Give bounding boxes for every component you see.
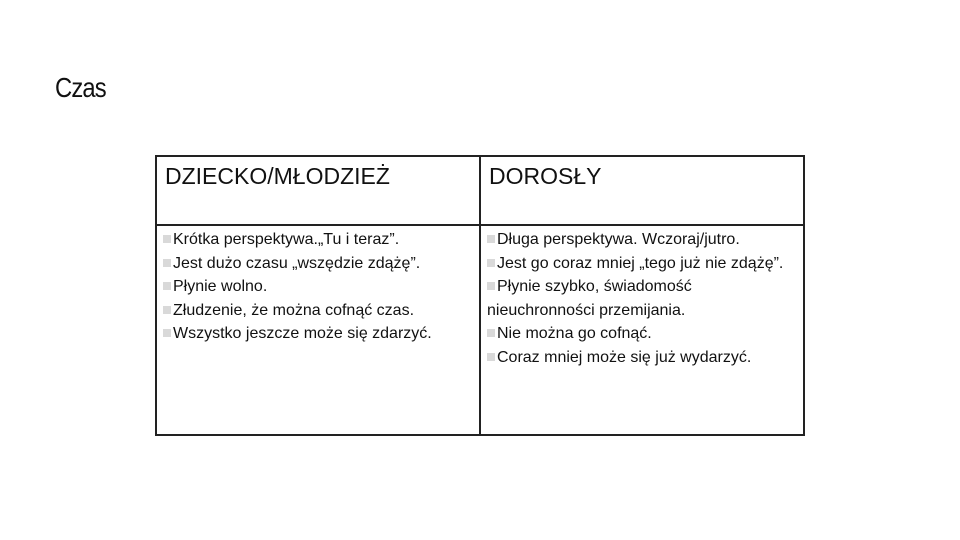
table-header-row [156, 156, 804, 225]
adult-list [487, 228, 799, 369]
bullet-icon [163, 306, 171, 314]
bullet-icon [487, 282, 495, 290]
list-item: Złudzenie, że można cofnąć czas. [163, 299, 475, 323]
bullet-icon [487, 353, 495, 361]
header-child-youth: DZIECKO/MŁODZIEŻ [156, 156, 480, 225]
comparison-table [155, 155, 805, 436]
list-item: Nie można go cofnąć. [487, 322, 799, 346]
header-adult: DOROSŁY [480, 156, 804, 225]
bullet-icon [487, 329, 495, 337]
list-item: Płynie wolno. [163, 275, 475, 299]
bullet-icon [163, 329, 171, 337]
child-youth-cell [156, 225, 480, 435]
bullet-icon [163, 235, 171, 243]
bullet-icon [163, 282, 171, 290]
list-item: Wszystko jeszcze może się zdarzyć. [163, 322, 475, 346]
list-item: Jest go coraz mniej „tego już nie zdążę”. [487, 252, 799, 276]
list-item: Jest dużo czasu „wszędzie zdążę”. [163, 252, 475, 276]
table-body-row [156, 225, 804, 435]
bullet-icon [487, 259, 495, 267]
bullet-icon [487, 235, 495, 243]
bullet-icon [163, 259, 171, 267]
adult-cell [480, 225, 804, 435]
child-youth-list [163, 228, 475, 346]
list-item: Coraz mniej może się już wydarzyć. [487, 346, 799, 370]
list-item: Krótka perspektywa.„Tu i teraz”. [163, 228, 475, 252]
list-item: Płynie szybko, świadomość nieuchronności przemijania. [487, 278, 692, 319]
slide-title: Czas [55, 72, 106, 103]
list-item: Długa perspektywa. Wczoraj/jutro. [487, 228, 799, 252]
